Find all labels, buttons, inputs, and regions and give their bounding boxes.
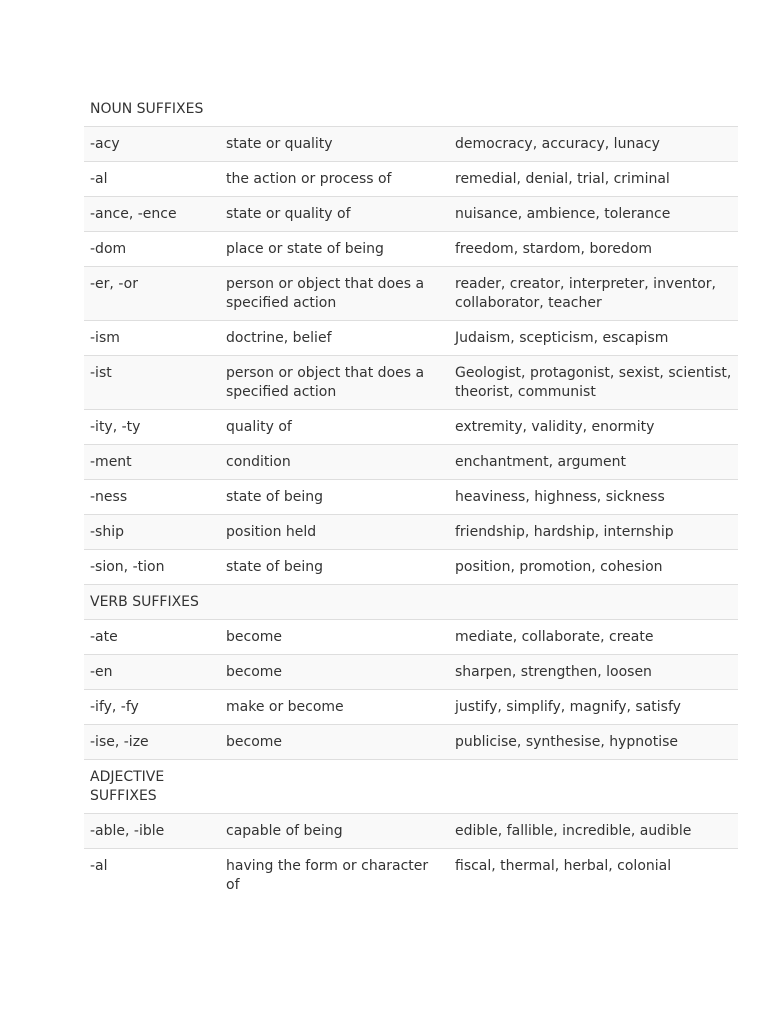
section-heading: VERB SUFFIXES	[84, 585, 220, 620]
suffix-cell: -ness	[84, 480, 220, 515]
suffix-cell: -ise, -ize	[84, 725, 220, 760]
empty-cell	[220, 92, 449, 127]
meaning-cell: state or quality of	[220, 197, 449, 232]
examples-cell: remedial, denial, trial, criminal	[449, 162, 738, 197]
suffix-cell: -acy	[84, 127, 220, 162]
table-row	[84, 127, 738, 162]
examples-cell: publicise, synthesise, hypnotise	[449, 725, 738, 760]
meaning-cell: capable of being	[220, 814, 449, 849]
meaning-cell: state of being	[220, 550, 449, 585]
empty-cell	[449, 92, 738, 127]
suffix-cell: -ist	[84, 356, 220, 410]
table-row	[84, 232, 738, 267]
table-row	[84, 356, 738, 410]
meaning-cell: become	[220, 620, 449, 655]
suffix-cell: -er, -or	[84, 267, 220, 321]
suffix-cell: -ity, -ty	[84, 410, 220, 445]
table-row	[84, 162, 738, 197]
meaning-cell: quality of	[220, 410, 449, 445]
suffix-cell: -al	[84, 849, 220, 903]
meaning-cell: state of being	[220, 480, 449, 515]
meaning-cell: make or become	[220, 690, 449, 725]
examples-cell: nuisance, ambience, tolerance	[449, 197, 738, 232]
examples-cell: heaviness, highness, sickness	[449, 480, 738, 515]
examples-cell: democracy, accuracy, lunacy	[449, 127, 738, 162]
table-row	[84, 410, 738, 445]
table-row	[84, 480, 738, 515]
meaning-cell: person or object that does a specified action	[220, 356, 449, 410]
section-heading-row	[84, 92, 738, 127]
meaning-cell: position held	[220, 515, 449, 550]
section-heading-row	[84, 585, 738, 620]
meaning-cell: place or state of being	[220, 232, 449, 267]
meaning-cell: state or quality	[220, 127, 449, 162]
suffix-cell: -dom	[84, 232, 220, 267]
table-row	[84, 620, 738, 655]
examples-cell: Geologist, protagonist, sexist, scientist, theorist, communist	[449, 356, 738, 410]
suffix-cell: -ment	[84, 445, 220, 480]
section-heading-row	[84, 760, 738, 814]
examples-cell: sharpen, strengthen, loosen	[449, 655, 738, 690]
table-row	[84, 267, 738, 321]
empty-cell	[449, 760, 738, 814]
suffix-table	[84, 92, 738, 902]
meaning-cell: having the form or character of	[220, 849, 449, 903]
suffix-cell: -al	[84, 162, 220, 197]
section-heading: ADJECTIVE SUFFIXES	[84, 760, 220, 814]
table-row	[84, 515, 738, 550]
empty-cell	[220, 760, 449, 814]
empty-cell	[220, 585, 449, 620]
examples-cell: edible, fallible, incredible, audible	[449, 814, 738, 849]
suffix-cell: -able, -ible	[84, 814, 220, 849]
table-row	[84, 725, 738, 760]
examples-cell: justify, simplify, magnify, satisfy	[449, 690, 738, 725]
meaning-cell: become	[220, 655, 449, 690]
suffix-cell: -ance, -ence	[84, 197, 220, 232]
meaning-cell: doctrine, belief	[220, 321, 449, 356]
examples-cell: position, promotion, cohesion	[449, 550, 738, 585]
meaning-cell: person or object that does a specified action	[220, 267, 449, 321]
table-row	[84, 655, 738, 690]
examples-cell: fiscal, thermal, herbal, colonial	[449, 849, 738, 903]
examples-cell: Judaism, scepticism, escapism	[449, 321, 738, 356]
examples-cell: enchantment, argument	[449, 445, 738, 480]
table-row	[84, 321, 738, 356]
table-row	[84, 550, 738, 585]
examples-cell: extremity, validity, enormity	[449, 410, 738, 445]
suffix-cell: -ship	[84, 515, 220, 550]
table-row	[84, 445, 738, 480]
table-row	[84, 849, 738, 903]
meaning-cell: become	[220, 725, 449, 760]
examples-cell: freedom, stardom, boredom	[449, 232, 738, 267]
section-heading: NOUN SUFFIXES	[84, 92, 220, 127]
suffix-cell: -ify, -fy	[84, 690, 220, 725]
suffix-table-body	[84, 92, 738, 902]
suffix-cell: -ate	[84, 620, 220, 655]
suffix-cell: -ism	[84, 321, 220, 356]
meaning-cell: condition	[220, 445, 449, 480]
examples-cell: mediate, collaborate, create	[449, 620, 738, 655]
suffix-cell: -sion, -tion	[84, 550, 220, 585]
meaning-cell: the action or process of	[220, 162, 449, 197]
table-row	[84, 197, 738, 232]
table-row	[84, 690, 738, 725]
empty-cell	[449, 585, 738, 620]
table-row	[84, 814, 738, 849]
examples-cell: reader, creator, interpreter, inventor, collaborator, teacher	[449, 267, 738, 321]
suffix-cell: -en	[84, 655, 220, 690]
examples-cell: friendship, hardship, internship	[449, 515, 738, 550]
